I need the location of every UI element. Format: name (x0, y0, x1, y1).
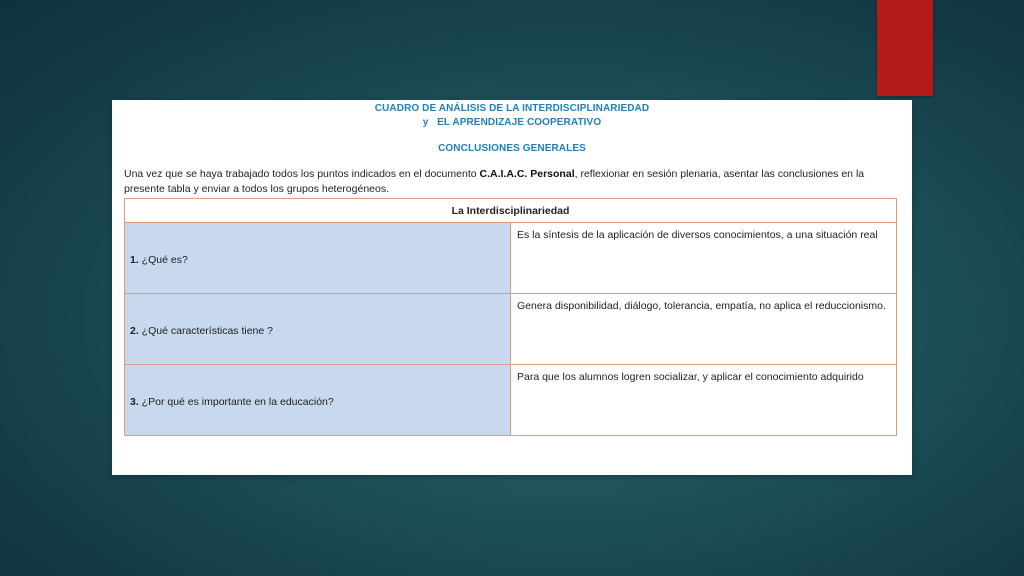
intro-text-start: Una vez que se haya trabajado todos los puntos indicados en el documento (124, 168, 480, 180)
document-title-line1: CUADRO DE ANÁLISIS DE LA INTERDISCIPLINARIEDAD (374, 103, 650, 114)
conclusions-table-wrapper (124, 198, 897, 436)
answer-cell: Es la síntesis de la aplicación de diversos conocimientos, a una situación real (511, 223, 897, 294)
question-cell (125, 365, 511, 436)
document-title-line2: y EL APRENDIZAJE COOPERATIVO (422, 117, 602, 128)
question-number: 2. (130, 324, 139, 337)
intro-text-end: , reflexionar en sesión plenaria, asentar las conclusiones en la presente tabla y enviar a todos los grupos heterogéneos. (124, 168, 865, 195)
question-number: 3. (130, 395, 139, 408)
table-header-row (125, 199, 897, 223)
question-text: ¿Qué características tiene ? (138, 324, 273, 337)
document-subtitle: CONCLUSIONES GENERALES (438, 143, 586, 154)
table-row (125, 223, 897, 294)
table-row (125, 365, 897, 436)
question-cell (125, 294, 511, 365)
answer-cell: Genera disponibilidad, diálogo, tolerancia, empatía, no aplica el reduccionismo. (511, 294, 897, 365)
intro-paragraph (124, 167, 894, 197)
document-card (112, 100, 912, 475)
conclusions-table (124, 198, 897, 436)
table-header: La Interdisciplinariedad (125, 199, 897, 223)
red-accent-bar (877, 0, 933, 96)
question-cell (125, 223, 511, 294)
intro-text-bold: C.A.I.A.C. Personal (479, 168, 575, 180)
question-text: ¿Por qué es importante en la educación? (138, 395, 334, 408)
question-number: 1. (130, 253, 139, 266)
table-row (125, 294, 897, 365)
question-text: ¿Qué es? (138, 253, 188, 266)
answer-cell: Para que los alumnos logren socializar, y aplicar el conocimiento adquirido (511, 365, 897, 436)
